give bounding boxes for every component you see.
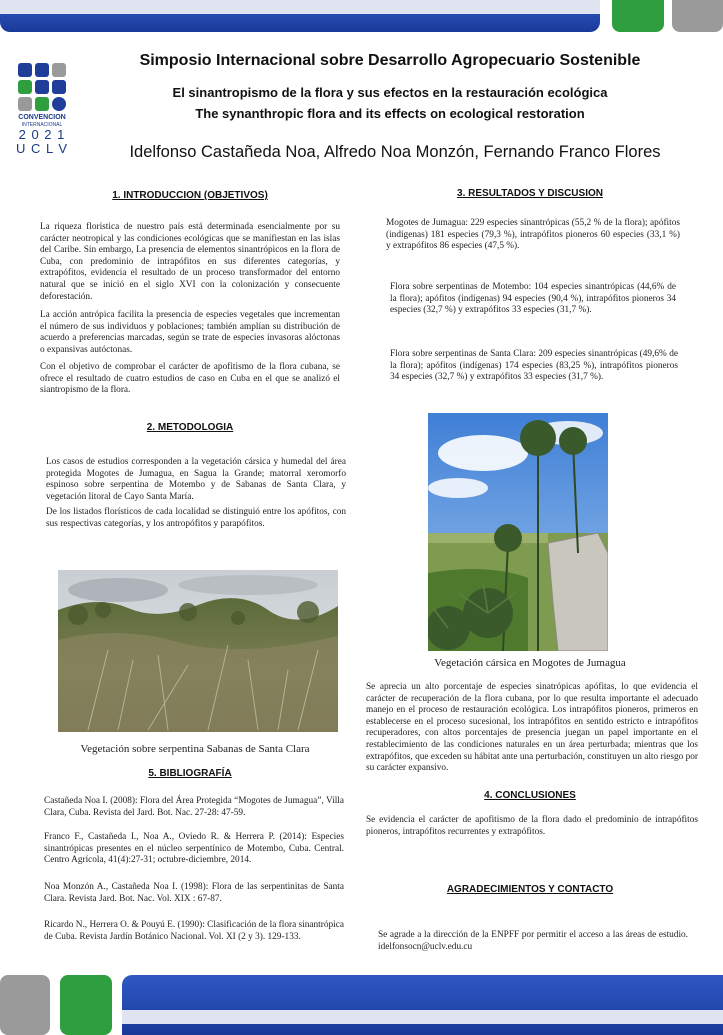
intro-paragraph-2: La acción antrópica facilita la presencia de especies vegetales que incrementan el número de sus individuos y poblaciones; también amplían su distribución de acuerdo a preferencias marcadas, según se trate de especies invasoras alóctonas o expansivas autóctonas. — [40, 310, 340, 355]
results-paragraph-1: Mogotes de Jumagua: 229 especies sinantrópicas (55,2 % de la flora); apófitos (indígenas) 181 especies (79,3 %), intrapófitos pioneros 60 especies (33,1 %) y extrapófitos 86 especies (47,5 %). — [386, 218, 680, 252]
authors: Idelfonso Castañeda Noa, Alfredo Noa Monzón, Fernando Franco Flores — [129, 143, 661, 161]
poster-title-es: El sinantropismo de la flora y sus efectos en la restauración ecológica — [172, 85, 608, 100]
thanks-paragraph: Se agrade a la dirección de la ENPFF por permitir el acceso a las áreas de estudio. idelfonsocn@uclv.edu.cu — [378, 930, 688, 952]
biblio-ref-1: Castañeda Noa I. (2008): Flora del Área Protegida “Mogotes de Jumagua”, Villa Clara, Cuba. Revista del Jard. Bot. Nac. 27-28: 47-59. — [44, 796, 344, 818]
logo-org: U C L V — [15, 141, 69, 156]
bottom-blue-bar-shadow — [122, 1010, 723, 1024]
poster-title-en: The synanthropic flora and its effects on ecological restoration — [195, 106, 585, 121]
method-paragraph-2: De los listados florísticos de cada localidad se distinguió entre los apófitos, con sus respectivas categorías, y los antropófitos y parapófitos. — [46, 507, 346, 529]
photo-caption-carsica: Vegetación cársica en Mogotes de Jumagua — [434, 657, 626, 669]
photo-serpentina-santa-clara — [58, 570, 338, 732]
top-green-block — [612, 0, 664, 32]
convention-logo — [18, 63, 66, 111]
biblio-ref-3: Noa Monzón A., Castañeda Noa I. (1998): Flora de las serpentinitas de Santa Clara. Revista Jard. Bot. Nac. Vol. XIX : 67-87. — [44, 882, 344, 904]
bottom-blue-bar — [122, 975, 723, 1035]
top-gray-block — [672, 0, 723, 32]
logo-line1: CONVENCION — [18, 114, 66, 121]
conclusions-heading: 4. CONCLUSIONES — [484, 790, 576, 801]
results-heading: 3. RESULTADOS Y DISCUSION — [457, 188, 603, 199]
conclusions-paragraph: Se evidencia el carácter de apofitismo de la flora dado el predominio de intrapófitos pioneros, intrapófitos recurrentes y extrapófitos. — [366, 815, 698, 837]
biblio-ref-2: Franco F., Castañeda I., Noa A., Oviedo R. & Herrera P. (2014): Especies sinantrópicas presentes en el núcleo serpentínico de Motembo, Cuba. Central. Centro Agrícola, 41(4):27-31; octubre-diciembre, 2014. — [44, 832, 344, 866]
bottom-green-block — [60, 975, 112, 1035]
logo-year: 2 0 2 1 — [18, 127, 66, 142]
method-paragraph-1: Los casos de estudios corresponden a la vegetación cársica y humedal del área protegida Mogotes de Jumagua, en Sagua la Grande; matorral xeromorfo espinoso sobre serpentina de Motembo y de Sabanas de Santa Clara, y vegetación litoral de Cayo Santa María. — [46, 457, 346, 502]
intro-paragraph-1: La riqueza florística de nuestro país está determinada esencialmente por su carácter neotropical y las condiciones ecológicas que se manifiestan en las islas del Caribe. Sin embargo, La presencia de elementos sinantrópicos en la flora de Cuba, con predominio de intrapófitos en sus diferentes categorías, y extrapófitos, evidencia el resultado de un proceso transformador del entorno natural que se inició en el siglo XVI con la colonización y consecuente deforestación. — [40, 222, 340, 302]
results-paragraph-3: Flora sobre serpentinas de Santa Clara: 209 especies sinantrópicas (49,6% de la flora); apófitos (indígenas) 174 especies (83,25 %), intrapófitos pioneros 34 especies (32,7 %) y extrapófitos 33 especies (31,7 %). — [390, 349, 678, 383]
logo-line2: INTERNACIONAL — [21, 122, 63, 128]
thanks-heading: AGRADECIMIENTOS Y CONTACTO — [446, 884, 614, 895]
results-paragraph-4: Se aprecia un alto porcentaje de especies sinatrópicas apófitas, lo que evidencia el carácter de recuperación de la flora cubana, por lo que resulta importante el adecuado manejo en el proceso de restauración ecológica. Los intrapófitos pioneros, primeros en establecerse en el proceso sucesional, los intrapófitos en sentido estricto e intrapófitos recuperadores, con altos porcentajes de presencia juegan un papel importante en el restablecimiento de las condiciones naturales en un área perturbada; mientras que los extrapófitos, que exceden su hábitat ante una perturbación, constituyen un alto riesgo por su carácter expansivo. — [366, 682, 698, 774]
method-heading: 2. METODOLOGIA — [146, 422, 234, 433]
intro-paragraph-3: Con el objetivo de comprobar el carácter de apofitismo de la flora cubana, se ofrece el resultado de cuatro estudios de caso en Cuba en el que se analizó el siantropismo de la flora. — [40, 362, 340, 396]
photo-caption-serpentina: Vegetación sobre serpentina Sabanas de Santa Clara — [80, 743, 310, 755]
biblio-heading: 5. BIBLIOGRAFÍA — [148, 768, 232, 779]
biblio-ref-4: Ricardo N., Herrera O. & Pouyú E. (1990): Clasificación de la flora sinantrópica de Cuba. Revista Jardín Botánico Nacional. Vol. XI (2 y 3). 129-133. — [44, 920, 344, 942]
photo-vegetacion-carsica — [428, 413, 608, 651]
intro-heading: 1. INTRODUCCION (OBJETIVOS) — [112, 190, 268, 201]
results-paragraph-2: Flora sobre serpentinas de Motembo: 104 especies sinantrópicas (44,6% de la flora); apófitos (indígenas) 94 especies (90,4 %), intrapófitos pioneros 34 especies (32,7 %) y extrapófitos 33 especies (31,7 %). — [390, 282, 676, 316]
event-title: Simposio Internacional sobre Desarrollo Agropecuario Sostenible — [139, 52, 641, 69]
top-blue-bar-shadow — [0, 0, 600, 14]
bottom-gray-block — [0, 975, 50, 1035]
